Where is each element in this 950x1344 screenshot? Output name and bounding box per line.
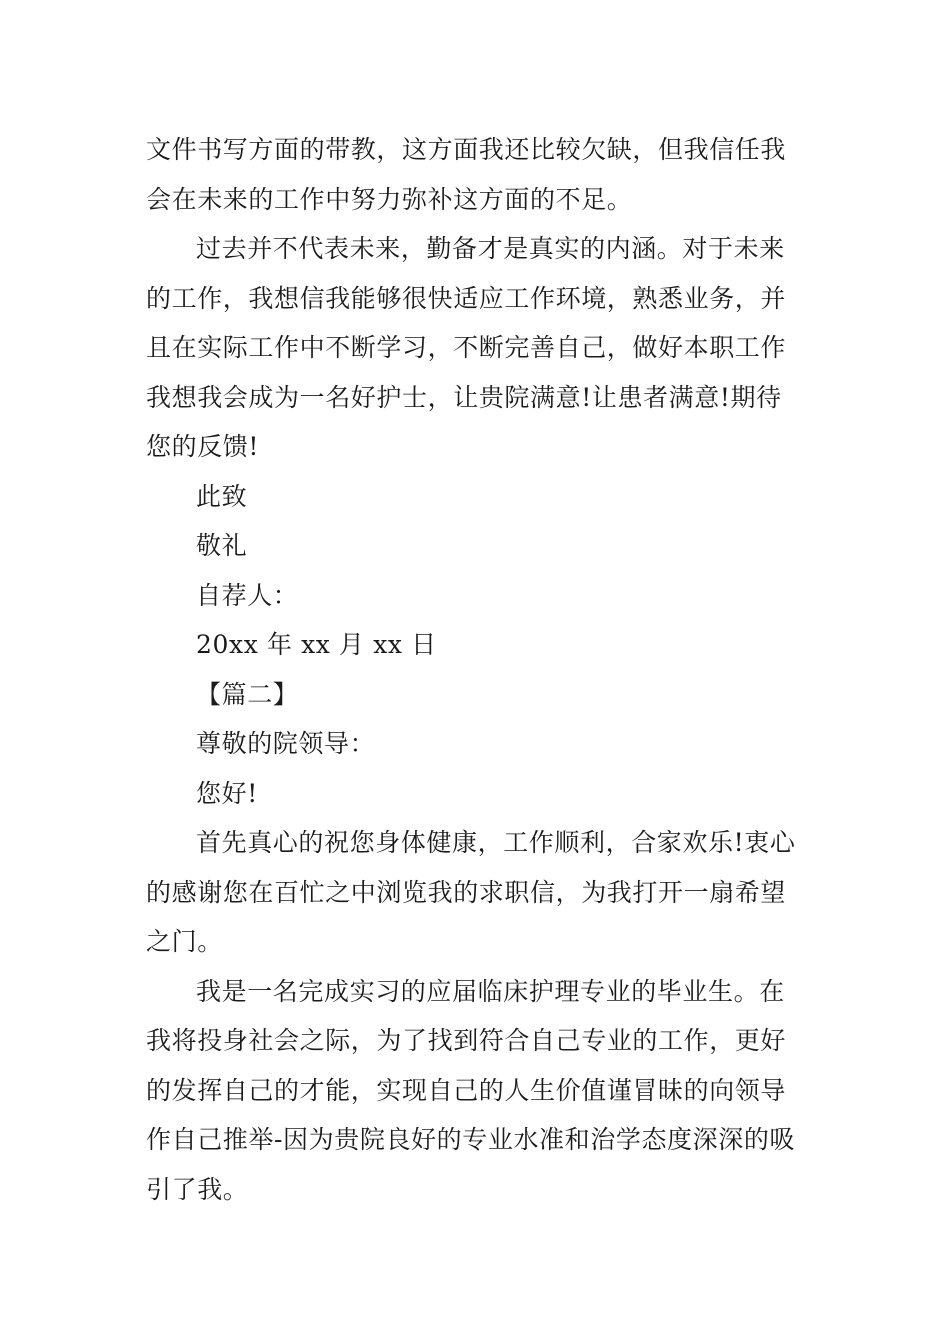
closing-regards: 敬礼 <box>196 531 248 560</box>
text-line: 且在实际工作中不断学习，不断完善自己，做好本职工作 <box>146 333 787 362</box>
date-line: 20xx 年 xx 月 xx 日 <box>196 630 437 659</box>
section-heading: 【篇二】 <box>196 679 299 709</box>
text-line: 引了我。 <box>146 1174 249 1204</box>
text-line: 之门。 <box>146 927 223 956</box>
closing-salutation: 此致 <box>196 481 248 511</box>
text-line: 我想我会成为一名好护士，让贵院满意!让患者满意!期待 <box>146 382 782 412</box>
text-line: 文件书写方面的带教，这方面我还比较欠缺，但我信任我 <box>146 135 787 164</box>
text-line: 作自己推举-因为贵院良好的专业水准和治学态度深深的吸 <box>146 1125 796 1154</box>
text-line: 我将投身社会之际，为了找到符合自己专业的工作，更好 <box>146 1026 787 1055</box>
text-line: 的感谢您在百忙之中浏览我的求职信，为我打开一扇希望 <box>146 877 787 907</box>
greeting: 您好! <box>196 778 258 808</box>
greeting-addressee: 尊敬的院领导： <box>196 729 376 758</box>
paragraph-start-line: 首先真心的祝您身体健康，工作顺利，合家欢乐!衷心 <box>196 828 796 857</box>
text-line: 的发挥自己的才能，实现自己的人生价值谨冒昧的向领导 <box>146 1075 787 1105</box>
document-body <box>146 125 808 1214</box>
signature-label: 自荐人： <box>196 580 299 610</box>
text-line: 您的反馈! <box>146 432 260 461</box>
paragraph-start-line: 过去并不代表未来，勤备才是真实的内涵。对于未来 <box>196 234 785 263</box>
paragraph-start-line: 我是一名完成实习的应届临床护理专业的毕业生。在 <box>196 976 785 1006</box>
text-line: 的工作，我想信我能够很快适应工作环境，熟悉业务，并 <box>146 283 787 313</box>
text-line: 会在未来的工作中努力弥补这方面的不足。 <box>146 184 633 214</box>
